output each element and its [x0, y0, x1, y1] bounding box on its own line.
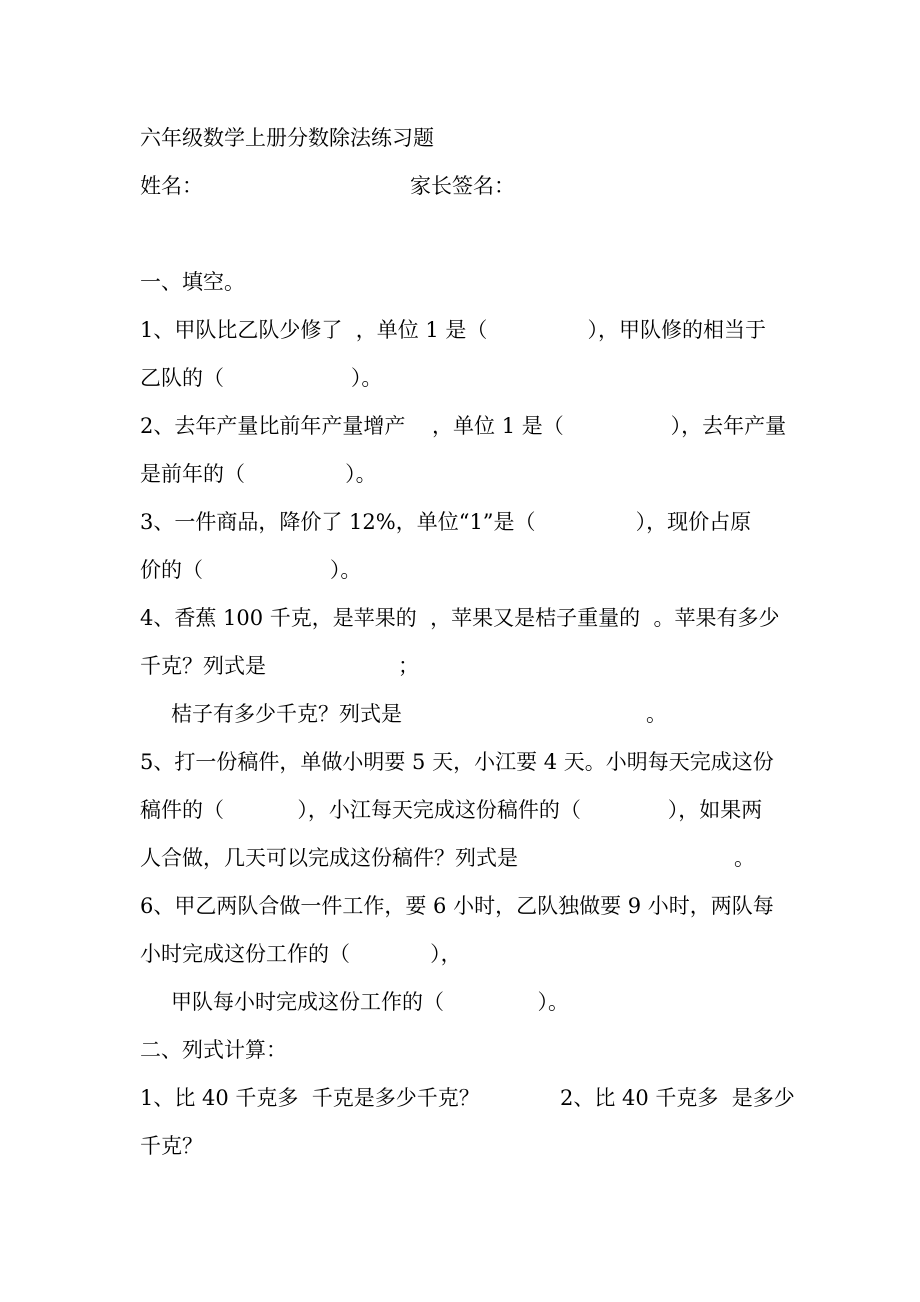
- name-label: 姓名：: [140, 174, 203, 198]
- q1-line2: 乙队的（ ）。: [140, 366, 383, 390]
- calc-q1: 1、比 40 千克多 千克是多少千克？: [140, 1086, 480, 1110]
- q4-line2-end: ；: [398, 654, 419, 678]
- section2-heading: 二、列式计算：: [140, 1038, 287, 1062]
- calc-q2: 2、比 40 千克多 是多少: [560, 1086, 795, 1110]
- q6-line2: 小时完成这份工作的（ ），: [140, 942, 462, 966]
- q6-line3: 甲队每小时完成这份工作的（ ）。: [171, 990, 569, 1014]
- parent-sign-label: 家长签名：: [410, 174, 515, 198]
- q4-line2-text: 千克？列式是: [140, 654, 266, 678]
- q2-line1: 2、去年产量比前年产量增产 ，单位 1 是（ ），去年产量: [140, 414, 787, 438]
- worksheet-title: 六年级数学上册分数除法练习题: [140, 126, 434, 150]
- q1-line1: 1、甲队比乙队少修了 ，单位 1 是（ ），甲队修的相当于: [140, 318, 767, 342]
- q4-line1: 4、香蕉 100 千克，是苹果的 ，苹果又是桔子重量的 。苹果有多少: [140, 606, 780, 630]
- q5-line2: 稿件的（ ），小江每天完成这份稿件的（ ），如果两: [140, 798, 763, 822]
- q5-line3-end: 。: [734, 846, 755, 870]
- q5-line3-text: 人合做，几天可以完成这份稿件？列式是: [140, 846, 518, 870]
- q6-line1: 6、甲乙两队合做一件工作，要 6 小时，乙队独做要 9 小时，两队每: [140, 894, 774, 918]
- q4-line3-text: 桔子有多少千克？列式是: [171, 702, 402, 726]
- q3-line2: 价的（ ）。: [140, 558, 362, 582]
- q5-line1: 5、打一份稿件，单做小明要 5 天，小江要 4 天。小明每天完成这份: [140, 750, 774, 774]
- q3-line1: 3、一件商品，降价了 12%，单位“1”是（ ），现价占原: [140, 510, 752, 534]
- q4-line3-end: 。: [646, 702, 667, 726]
- calc-q2-continued: 千克？: [140, 1134, 203, 1158]
- section1-heading: 一、填空。: [140, 270, 245, 294]
- q2-line2: 是前年的（ ）。: [140, 462, 377, 486]
